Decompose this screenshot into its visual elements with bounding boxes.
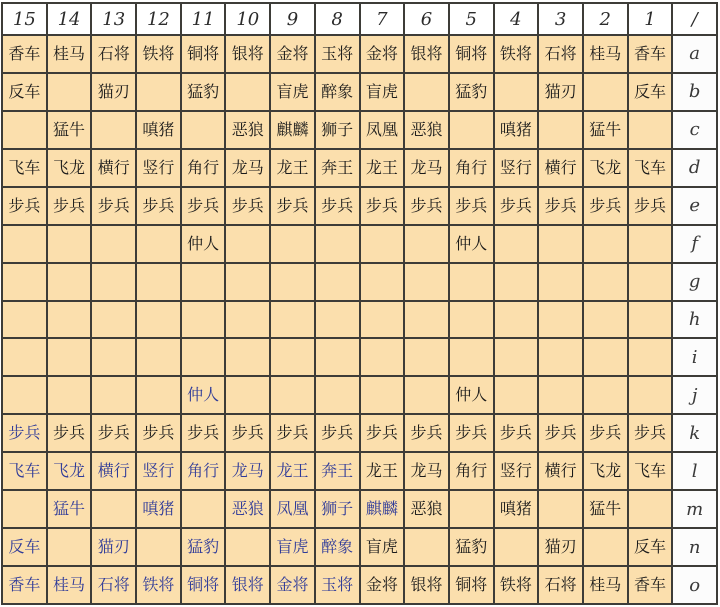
column-header-8: 8: [316, 4, 359, 34]
board-cell-12l-piece[interactable]: 竖行: [137, 453, 180, 489]
board-cell-1k-piece: 步兵: [629, 415, 672, 451]
board-cell-10m-piece[interactable]: 恶狼: [226, 491, 269, 527]
board-cell-8n-piece[interactable]: 醉象: [316, 529, 359, 565]
board-cell-6c-piece: 恶狼: [405, 112, 448, 148]
column-header-13: 13: [92, 4, 135, 34]
board-cell-8i-empty: [316, 339, 359, 375]
board-cell-13k-piece: 步兵: [92, 415, 135, 451]
row-label-g: g: [673, 264, 716, 300]
board-cell-14m-piece[interactable]: 猛牛: [48, 491, 91, 527]
board-cell-7e-piece: 步兵: [361, 188, 404, 224]
board-cell-13m-empty: [92, 491, 135, 527]
board-cell-1d-piece: 飞车: [629, 150, 672, 186]
board-cell-12j-empty: [137, 377, 180, 413]
board-cell-11d-piece: 角行: [182, 150, 225, 186]
board-cell-9a-piece: 金将: [271, 36, 314, 72]
board-cell-14g-empty: [48, 264, 91, 300]
board-cell-7j-empty: [361, 377, 404, 413]
board-cell-11h-empty: [182, 302, 225, 338]
board-cell-1o-piece: 香车: [629, 567, 672, 603]
board-cell-11j-piece[interactable]: 仲人: [182, 377, 225, 413]
board-cell-2l-piece: 飞龙: [584, 453, 627, 489]
board-cell-10g-empty: [226, 264, 269, 300]
board-cell-15e-piece: 步兵: [3, 188, 46, 224]
board-cell-7b-piece: 盲虎: [361, 74, 404, 110]
board-cell-8h-empty: [316, 302, 359, 338]
column-header-3: 3: [539, 4, 582, 34]
board-cell-1h-empty: [629, 302, 672, 338]
board-cell-6n-empty: [405, 529, 448, 565]
column-header-15: 15: [3, 4, 46, 34]
board-cell-3a-piece: 石将: [539, 36, 582, 72]
board-cell-8k-piece: 步兵: [316, 415, 359, 451]
board-cell-8e-piece: 步兵: [316, 188, 359, 224]
board-cell-1i-empty: [629, 339, 672, 375]
board-cell-3j-empty: [539, 377, 582, 413]
board-cell-9h-empty: [271, 302, 314, 338]
board-cell-11a-piece: 铜将: [182, 36, 225, 72]
board-cell-3i-empty: [539, 339, 582, 375]
board-cell-3c-empty: [539, 112, 582, 148]
board-cell-11g-empty: [182, 264, 225, 300]
board-cell-12c-piece: 嗔猪: [137, 112, 180, 148]
board-cell-11c-empty: [182, 112, 225, 148]
board-cell-2a-piece: 桂马: [584, 36, 627, 72]
board-cell-15d-piece: 飞车: [3, 150, 46, 186]
board-cell-10b-empty: [226, 74, 269, 110]
board-cell-2e-piece: 步兵: [584, 188, 627, 224]
column-header-11: 11: [182, 4, 225, 34]
board-cell-3m-empty: [539, 491, 582, 527]
board-cell-10n-empty: [226, 529, 269, 565]
board-cell-8a-piece: 玉将: [316, 36, 359, 72]
row-label-d: d: [673, 150, 716, 186]
board-cell-15m-empty: [3, 491, 46, 527]
board-cell-6e-piece: 步兵: [405, 188, 448, 224]
board-cell-8m-piece[interactable]: 狮子: [316, 491, 359, 527]
board-cell-12n-empty: [137, 529, 180, 565]
board-cell-8f-empty: [316, 226, 359, 262]
board-cell-1g-empty: [629, 264, 672, 300]
board-cell-14k-piece: 步兵: [48, 415, 91, 451]
board-cell-14a-piece: 桂马: [48, 36, 91, 72]
board-cell-12k-piece: 步兵: [137, 415, 180, 451]
board-cell-2h-empty: [584, 302, 627, 338]
board-cell-10k-piece: 步兵: [226, 415, 269, 451]
board-cell-2f-empty: [584, 226, 627, 262]
board-cell-5n-piece: 猛豹: [450, 529, 493, 565]
board-cell-6b-empty: [405, 74, 448, 110]
board-cell-5h-empty: [450, 302, 493, 338]
board-cell-15a-piece: 香车: [3, 36, 46, 72]
row-label-b: b: [673, 74, 716, 110]
board-cell-15o-piece[interactable]: 香车: [3, 567, 46, 603]
board-cell-12i-empty: [137, 339, 180, 375]
board-cell-11f-piece: 仲人: [182, 226, 225, 262]
board-cell-3d-piece: 横行: [539, 150, 582, 186]
board-cell-14f-empty: [48, 226, 91, 262]
board-cell-14h-empty: [48, 302, 91, 338]
board-cell-9n-piece[interactable]: 盲虎: [271, 529, 314, 565]
row-label-a: a: [673, 36, 716, 72]
row-label-k: k: [673, 415, 716, 451]
board-cell-1m-empty: [629, 491, 672, 527]
board-cell-3b-piece: 猫刃: [539, 74, 582, 110]
board-cell-13i-empty: [92, 339, 135, 375]
row-label-m: m: [673, 491, 716, 527]
board-cell-12h-empty: [137, 302, 180, 338]
board-cell-5i-empty: [450, 339, 493, 375]
board-cell-4l-piece: 竖行: [495, 453, 538, 489]
board-cell-11n-piece[interactable]: 猛豹: [182, 529, 225, 565]
board-cell-9o-piece[interactable]: 金将: [271, 567, 314, 603]
board-cell-10c-piece: 恶狼: [226, 112, 269, 148]
board-cell-12b-empty: [137, 74, 180, 110]
board-cell-6k-piece: 步兵: [405, 415, 448, 451]
board-cell-13e-piece: 步兵: [92, 188, 135, 224]
board-cell-2c-piece: 猛牛: [584, 112, 627, 148]
board-cell-7n-piece: 盲虎: [361, 529, 404, 565]
board-cell-2m-piece: 猛牛: [584, 491, 627, 527]
board-cell-3f-empty: [539, 226, 582, 262]
board-cell-4m-piece: 嗔猪: [495, 491, 538, 527]
board-cell-2d-piece: 飞龙: [584, 150, 627, 186]
board-cell-2n-empty: [584, 529, 627, 565]
board-cell-14e-piece: 步兵: [48, 188, 91, 224]
board-cell-15i-empty: [3, 339, 46, 375]
row-label-c: c: [673, 112, 716, 148]
board-cell-15c-empty: [3, 112, 46, 148]
board-cell-9l-piece[interactable]: 龙王: [271, 453, 314, 489]
board-cell-13n-piece[interactable]: 猫刃: [92, 529, 135, 565]
board-cell-15g-empty: [3, 264, 46, 300]
board-cell-6j-empty: [405, 377, 448, 413]
board-cell-4g-empty: [495, 264, 538, 300]
board-cell-12o-piece[interactable]: 铁将: [137, 567, 180, 603]
board-cell-13b-piece: 猫刃: [92, 74, 135, 110]
board-cell-2j-empty: [584, 377, 627, 413]
board-cell-9b-piece: 盲虎: [271, 74, 314, 110]
board-cell-5e-piece: 步兵: [450, 188, 493, 224]
board-cell-2o-piece: 桂马: [584, 567, 627, 603]
board-cell-9k-piece: 步兵: [271, 415, 314, 451]
board-cell-14i-empty: [48, 339, 91, 375]
board-cell-13c-empty: [92, 112, 135, 148]
board-cell-13o-piece[interactable]: 石将: [92, 567, 135, 603]
board-cell-13h-empty: [92, 302, 135, 338]
board-cell-7a-piece: 金将: [361, 36, 404, 72]
board-cell-5k-piece: 步兵: [450, 415, 493, 451]
board-cell-7h-empty: [361, 302, 404, 338]
column-header-2: 2: [584, 4, 627, 34]
board-cell-9m-piece[interactable]: 凤凰: [271, 491, 314, 527]
board-cell-15f-empty: [3, 226, 46, 262]
board-cell-9d-piece: 龙王: [271, 150, 314, 186]
board-cell-8d-piece: 奔王: [316, 150, 359, 186]
board-cell-1c-empty: [629, 112, 672, 148]
board-cell-5m-empty: [450, 491, 493, 527]
board-cell-11l-piece[interactable]: 角行: [182, 453, 225, 489]
board-cell-15b-piece: 反车: [3, 74, 46, 110]
board-cell-5f-piece: 仲人: [450, 226, 493, 262]
board-cell-2k-piece: 步兵: [584, 415, 627, 451]
board-cell-3o-piece: 石将: [539, 567, 582, 603]
board-cell-8l-piece[interactable]: 奔王: [316, 453, 359, 489]
board-cell-5a-piece: 铜将: [450, 36, 493, 72]
column-header-6: 6: [405, 4, 448, 34]
board-cell-4a-piece: 铁将: [495, 36, 538, 72]
board-cell-13a-piece: 石将: [92, 36, 135, 72]
board-cell-5o-piece: 铜将: [450, 567, 493, 603]
board-cell-8o-piece[interactable]: 玉将: [316, 567, 359, 603]
board-cell-4o-piece: 铁将: [495, 567, 538, 603]
board-cell-5b-piece: 猛豹: [450, 74, 493, 110]
board-cell-9e-piece: 步兵: [271, 188, 314, 224]
board-cell-6i-empty: [405, 339, 448, 375]
board-cell-11k-piece: 步兵: [182, 415, 225, 451]
column-header-9: 9: [271, 4, 314, 34]
board-cell-7f-empty: [361, 226, 404, 262]
board-cell-4b-empty: [495, 74, 538, 110]
board-cell-12f-empty: [137, 226, 180, 262]
board-cell-4i-empty: [495, 339, 538, 375]
board-cell-10h-empty: [226, 302, 269, 338]
board-cell-7i-empty: [361, 339, 404, 375]
column-header-1: 1: [629, 4, 672, 34]
board-cell-7m-piece[interactable]: 麒麟: [361, 491, 404, 527]
board-cell-10i-empty: [226, 339, 269, 375]
row-label-h: h: [673, 302, 716, 338]
board-cell-7g-empty: [361, 264, 404, 300]
board-cell-1j-empty: [629, 377, 672, 413]
board-cell-1l-piece: 飞车: [629, 453, 672, 489]
row-label-o: o: [673, 567, 716, 603]
board-cell-2g-empty: [584, 264, 627, 300]
board-cell-9c-piece: 麒麟: [271, 112, 314, 148]
column-header-14: 14: [48, 4, 91, 34]
board-cell-6h-empty: [405, 302, 448, 338]
board-cell-9j-empty: [271, 377, 314, 413]
board-cell-8g-empty: [316, 264, 359, 300]
board-cell-5j-piece: 仲人: [450, 377, 493, 413]
board-cell-12m-piece[interactable]: 嗔猪: [137, 491, 180, 527]
board-cell-1b-piece: 反车: [629, 74, 672, 110]
board-cell-4f-empty: [495, 226, 538, 262]
board-cell-7l-piece: 龙王: [361, 453, 404, 489]
board-cell-13g-empty: [92, 264, 135, 300]
row-label-f: f: [673, 226, 716, 262]
board-cell-11o-piece[interactable]: 铜将: [182, 567, 225, 603]
board-cell-12d-piece: 竖行: [137, 150, 180, 186]
board-cell-4d-piece: 竖行: [495, 150, 538, 186]
board-cell-8b-piece: 醉象: [316, 74, 359, 110]
board-cell-3e-piece: 步兵: [539, 188, 582, 224]
board-cell-7c-piece: 凤凰: [361, 112, 404, 148]
board-cell-13l-piece[interactable]: 横行: [92, 453, 135, 489]
board-cell-10a-piece: 银将: [226, 36, 269, 72]
board-cell-1n-piece: 反车: [629, 529, 672, 565]
board-cell-10e-piece: 步兵: [226, 188, 269, 224]
board-cell-9i-empty: [271, 339, 314, 375]
board-cell-4e-piece: 步兵: [495, 188, 538, 224]
board-cell-7k-piece: 步兵: [361, 415, 404, 451]
board-cell-1f-empty: [629, 226, 672, 262]
board-cell-14l-piece[interactable]: 飞龙: [48, 453, 91, 489]
board-cell-4j-empty: [495, 377, 538, 413]
board-cell-10l-piece[interactable]: 龙马: [226, 453, 269, 489]
board-cell-4c-piece: 嗔猪: [495, 112, 538, 148]
board-cell-11m-empty: [182, 491, 225, 527]
chu-shogi-board: [1, 2, 718, 605]
board-cell-14b-empty: [48, 74, 91, 110]
board-cell-5d-piece: 角行: [450, 150, 493, 186]
board-cell-5l-piece: 角行: [450, 453, 493, 489]
board-cell-10o-piece[interactable]: 银将: [226, 567, 269, 603]
board-cell-7d-piece: 龙王: [361, 150, 404, 186]
column-header-5: 5: [450, 4, 493, 34]
board-cell-13f-empty: [92, 226, 135, 262]
board-cell-13d-piece: 横行: [92, 150, 135, 186]
board-cell-4k-piece: 步兵: [495, 415, 538, 451]
board-cell-7o-piece: 金将: [361, 567, 404, 603]
board-cell-1a-piece: 香车: [629, 36, 672, 72]
board-cell-9f-empty: [271, 226, 314, 262]
board-cell-12g-empty: [137, 264, 180, 300]
board-cell-5c-empty: [450, 112, 493, 148]
board-cell-3n-piece: 猫刃: [539, 529, 582, 565]
board-cell-14o-piece[interactable]: 桂马: [48, 567, 91, 603]
corner-cell: /: [673, 4, 716, 34]
column-header-10: 10: [226, 4, 269, 34]
board-cell-8j-empty: [316, 377, 359, 413]
board-cell-6g-empty: [405, 264, 448, 300]
board-cell-14n-empty: [48, 529, 91, 565]
board-cell-14j-empty: [48, 377, 91, 413]
board-cell-3l-piece: 横行: [539, 453, 582, 489]
board-cell-6f-empty: [405, 226, 448, 262]
board-cell-14d-piece: 飞龙: [48, 150, 91, 186]
board-cell-10j-empty: [226, 377, 269, 413]
board-cell-6a-piece: 银将: [405, 36, 448, 72]
board-cell-5g-empty: [450, 264, 493, 300]
column-header-4: 4: [495, 4, 538, 34]
board-cell-2b-empty: [584, 74, 627, 110]
board-cell-1e-piece: 步兵: [629, 188, 672, 224]
board-cell-11i-empty: [182, 339, 225, 375]
board-cell-3g-empty: [539, 264, 582, 300]
board-cell-11e-piece: 步兵: [182, 188, 225, 224]
board-cell-12a-piece: 铁将: [137, 36, 180, 72]
board-cell-3h-empty: [539, 302, 582, 338]
board-cell-10f-empty: [226, 226, 269, 262]
board-cell-2i-empty: [584, 339, 627, 375]
row-label-j: j: [673, 377, 716, 413]
row-label-e: e: [673, 188, 716, 224]
row-label-i: i: [673, 339, 716, 375]
board-cell-14c-piece: 猛牛: [48, 112, 91, 148]
board-cell-8c-piece: 狮子: [316, 112, 359, 148]
row-label-l: l: [673, 453, 716, 489]
board-cell-9g-empty: [271, 264, 314, 300]
column-header-7: 7: [361, 4, 404, 34]
board-cell-10d-piece: 龙马: [226, 150, 269, 186]
board-cell-13j-empty: [92, 377, 135, 413]
board-cell-6d-piece: 龙马: [405, 150, 448, 186]
board-cell-4n-empty: [495, 529, 538, 565]
board-cell-6m-piece: 恶狼: [405, 491, 448, 527]
board-cell-15j-empty: [3, 377, 46, 413]
board-cell-15n-piece[interactable]: 反车: [3, 529, 46, 565]
column-header-12: 12: [137, 4, 180, 34]
board-cell-3k-piece: 步兵: [539, 415, 582, 451]
board-cell-6l-piece: 龙马: [405, 453, 448, 489]
board-cell-4h-empty: [495, 302, 538, 338]
board-cell-12e-piece: 步兵: [137, 188, 180, 224]
board-cell-11b-piece: 猛豹: [182, 74, 225, 110]
board-cell-15l-piece[interactable]: 飞车: [3, 453, 46, 489]
board-cell-6o-piece: 银将: [405, 567, 448, 603]
row-label-n: n: [673, 529, 716, 565]
board-cell-15k-piece[interactable]: 步兵: [3, 415, 46, 451]
board-cell-15h-empty: [3, 302, 46, 338]
